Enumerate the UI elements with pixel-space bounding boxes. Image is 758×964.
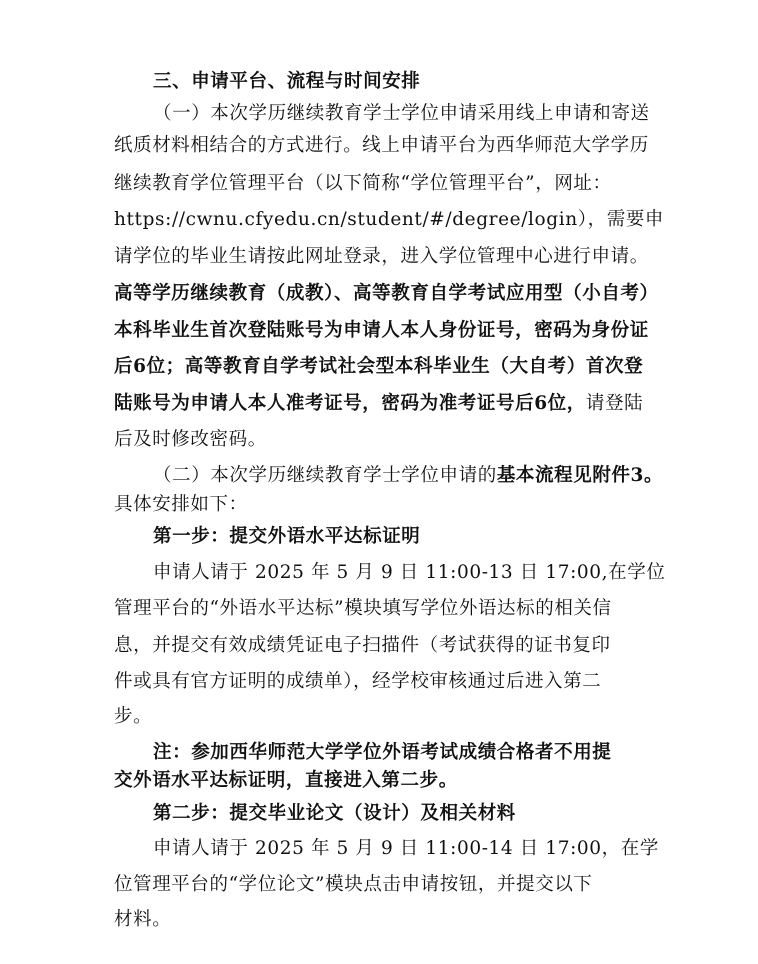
login-info-normal-part: 请登陆 xyxy=(585,393,644,414)
login-info-mixed-line xyxy=(114,389,644,419)
paragraph-line: 纸质材料相结合的方式进行。线上申请平台为西华师范大学学历 xyxy=(114,135,649,156)
paragraph-line: （一）本次学历继续教育学士学位申请采用线上申请和寄送 xyxy=(153,103,650,124)
step1-heading: 第一步：提交外语水平达标证明 xyxy=(153,526,421,547)
step1-line: 息，并提交有效成绩凭证电子扫描件（考试获得的证书复印 xyxy=(114,635,611,656)
paragraph2-line: 具体安排如下： xyxy=(114,494,248,515)
paragraph-line: 后及时修改密码。 xyxy=(114,429,267,450)
step1-line: 管理平台的“外语水平达标”模块填写学位外语达标的相关信 xyxy=(114,598,612,619)
step2-line: 位管理平台的“学位论文”模块点击申请按钮，并提交以下 xyxy=(114,874,593,895)
step1-line: 步。 xyxy=(114,706,153,727)
login-info-line: 后6位；高等教育自学考试社会型本科毕业生（大自考）首次登 xyxy=(114,356,644,377)
paragraph2-line xyxy=(153,461,664,491)
step1-line: 件或具有官方证明的成绩单），经学校审核通过后进入第二 xyxy=(114,671,602,692)
paragraph2-bold-part: 基本流程见附件3。 xyxy=(496,465,664,486)
login-info-line: 本科毕业生首次登陆账号为申请人本人身份证号，密码为身份证 xyxy=(114,320,649,341)
step2-line: 申请人请于 2025 年 5 月 9 日 11:00-14 日 17:00，在学 xyxy=(153,838,659,859)
login-info-bold-part: 陆账号为申请人本人准考证号，密码为准考证号后6位， xyxy=(114,393,586,414)
url-line: https://cwnu.cfyedu.cn/student/#/degree/login），需要申 xyxy=(114,209,665,230)
step1-line: 申请人请于 2025 年 5 月 9 日 11:00-13 日 17:00,在学位 xyxy=(153,562,666,583)
login-info-line: 高等学历继续教育（成教）、高等教育自学考试应用型（小自考） xyxy=(114,283,659,304)
step2-heading: 第二步：提交毕业论文（设计）及相关材料 xyxy=(153,803,516,824)
paragraph2-normal-part: （二）本次学历继续教育学士学位申请的 xyxy=(153,465,497,486)
step1-note-line: 交外语水平达标证明，直接进入第二步。 xyxy=(114,770,458,791)
section-heading: 三、申请平台、流程与时间安排 xyxy=(153,71,421,92)
step1-note-line: 注：参加西华师范大学学位外语考试成绩合格者不用提 xyxy=(153,742,612,763)
paragraph-line: 继续教育学位管理平台（以下简称“学位管理平台”，网址： xyxy=(114,173,612,194)
paragraph-line: 请学位的毕业生请按此网址登录，进入学位管理中心进行申请。 xyxy=(114,246,649,267)
step2-line: 材料。 xyxy=(114,909,172,930)
